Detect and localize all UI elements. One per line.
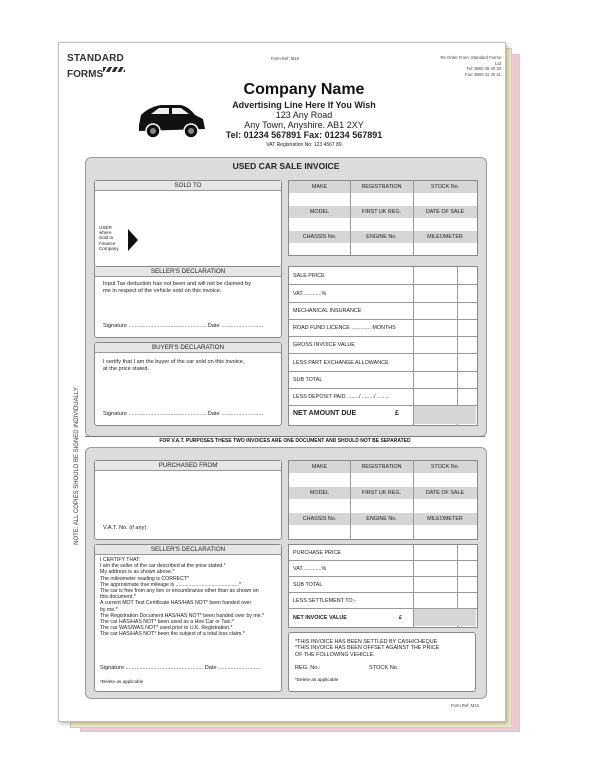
user-arrow-note xyxy=(99,225,119,251)
settlement-box xyxy=(288,632,476,692)
cert-line: by me.* xyxy=(100,606,118,613)
cert-line: The car WAS/WAS NOT* used prior to U.K. Registration.* xyxy=(100,625,233,632)
purchase-delete-note: *Delete as applicable xyxy=(100,679,144,684)
sold-to-label: SOLD TO xyxy=(95,181,281,191)
cert-line: My address is as shown above.* xyxy=(100,569,175,576)
settlement-text xyxy=(295,639,439,658)
p-row-less-settlement: LESS SETTLEMENT TO:- xyxy=(293,598,356,604)
cert-line: The mileometer reading is CORRECT* xyxy=(100,575,190,582)
cert-line: A current MOT Test Certificate HAS/HAS NOT* been handed over xyxy=(100,600,252,607)
form-ref-top: Form Ref: M15 xyxy=(271,56,299,61)
row-deposit: LESS DEPOSIT PAID ......../ ......../ ........ xyxy=(293,394,389,400)
company-name: Company Name xyxy=(243,81,365,98)
reorder-info xyxy=(439,55,501,77)
seller-declaration-title: SELLER'S DECLARATION xyxy=(95,267,281,277)
row-vat: VAT.............% xyxy=(293,291,327,297)
stock-no-label[interactable]: STOCK No.: xyxy=(369,665,400,671)
standard-forms-logo xyxy=(67,53,137,80)
hdr-chassis: CHASSIS No. xyxy=(302,234,337,240)
hdr-first-reg: FIRST UK REG. xyxy=(361,209,402,215)
row-net-amount: NET AMOUNT DUE xyxy=(293,410,357,417)
purchase-price-table xyxy=(288,544,478,628)
row-part-exchange: LESS PART EXCHANGE ALLOWANCE xyxy=(293,360,389,366)
hdr-make: MAKE xyxy=(311,184,328,190)
logo-stripes-icon xyxy=(103,67,125,72)
settlement-delete-note: *Delete as applicable xyxy=(295,677,339,682)
row-gross-value: GROSS INVOICE VALUE xyxy=(293,342,355,348)
p-hdr-chassis: CHASSIS No. xyxy=(302,516,337,522)
invoice-panel xyxy=(85,157,487,437)
buyer-declaration-box xyxy=(94,342,282,426)
p-net-pound: £ xyxy=(399,615,402,621)
invoice-title: USED CAR SALE INVOICE xyxy=(232,161,340,171)
purchase-seller-title: SELLER'S DECLARATION xyxy=(95,545,281,555)
car-icon xyxy=(135,99,207,141)
seller-text-2: me in respect of the vehicle sold on this invoice. xyxy=(103,288,222,294)
p-hdr-registration: REGISTRATION xyxy=(361,464,402,470)
row-sale-price: SALE PRICE xyxy=(293,273,325,279)
net-amount-pound: £ xyxy=(395,410,399,417)
reg-no-label[interactable]: REG. No.: xyxy=(295,665,321,671)
cert-line: The car HAS/HAS NOT* been the subject of a total loss claim.* xyxy=(100,631,245,638)
p-hdr-mileometer: MILEOMETER xyxy=(427,516,463,522)
tel-fax: Tel: 01234 567891 Fax: 01234 567891 xyxy=(225,130,383,140)
user-note-5: Company xyxy=(99,245,119,251)
cert-lines xyxy=(100,557,264,638)
buyer-declaration-title: BUYER'S DECLARATION xyxy=(95,343,281,353)
purchase-vehicle-grid xyxy=(288,460,478,540)
hdr-date-sale: DATE OF SALE xyxy=(425,209,465,215)
hdr-mileometer: MILEOMETER xyxy=(427,234,463,240)
reorder-line1: Re Order From: Standard Forms Ltd xyxy=(440,55,501,66)
seller-declaration-box xyxy=(94,266,282,338)
row-sub-total: SUB TOTAL xyxy=(293,377,323,383)
price-table xyxy=(288,266,478,426)
seller-text-1: Input Tax deduction has not been and will not be claimed by xyxy=(103,281,251,287)
company-header xyxy=(199,81,409,148)
hdr-model: MODEL xyxy=(309,209,330,215)
seller-declaration-text xyxy=(103,281,251,295)
p-row-net-value: NET INVOICE VALUE xyxy=(293,615,347,621)
reorder-line3: Fax: 0800 41 40 41 xyxy=(464,71,501,77)
p-hdr-first-reg: FIRST UK REG. xyxy=(361,490,402,496)
cert-line: this document.* xyxy=(100,594,136,601)
row-road-fund: ROAD FUND LICENCE ............. MONTHS xyxy=(293,325,396,331)
hdr-stock: STOCK No. xyxy=(430,184,460,190)
cert-line: I CERTIFY THAT: xyxy=(100,557,141,563)
buyer-signature-line[interactable]: Signature .................................................. Date ........................... xyxy=(103,411,264,417)
p-hdr-stock: STOCK No. xyxy=(430,464,460,470)
p-hdr-date-sale: DATE OF SALE xyxy=(425,490,465,496)
arrow-icon xyxy=(128,229,138,251)
address-line2: Any Town, Anyshire. AB1 2XY xyxy=(244,120,364,130)
purchased-from-label: PURCHASED FROM xyxy=(95,461,281,471)
p-row-purchase-price: PURCHASE PRICE xyxy=(293,550,341,556)
invoice-page xyxy=(58,42,506,722)
cert-line: The approximate true mileage is ............................................* xyxy=(100,581,241,588)
vat-reg: VAT Registration No: 123 4567 89 xyxy=(266,142,342,148)
purchase-seller-declaration xyxy=(94,544,282,692)
settled-line-3: OF THE FOLLOWING VEHICLE. xyxy=(295,651,375,658)
user-note-3: Sold to xyxy=(99,235,114,241)
purchased-from-box[interactable] xyxy=(94,460,282,540)
hdr-engine: ENGINE No. xyxy=(366,234,397,240)
purchase-panel xyxy=(85,447,487,699)
vat-no-label: V.A.T. No. (if any): xyxy=(103,525,148,531)
p-hdr-model: MODEL xyxy=(309,490,330,496)
user-note-1: USER xyxy=(99,225,112,230)
reorder-line2: Tel: 0800 39 40 33 xyxy=(466,66,501,71)
cert-line: The Registration Document HAS/HAS NOT* been handed over by me.* xyxy=(100,612,265,619)
purchase-signature-line[interactable]: Signature .................................................. Date ........................... xyxy=(100,665,261,671)
side-note: NOTE: ALL COPIES SHOULD BE SIGNED INDIVIDUALLY xyxy=(74,387,80,545)
cert-line: The car HAS/HAS NOT* been used as a Hire Car or Taxi.* xyxy=(100,619,234,626)
cert-line: I am the seller of the car described at the price stated.* xyxy=(100,563,226,570)
sold-to-box[interactable] xyxy=(94,180,282,268)
logo-line1: STANDARD xyxy=(67,53,124,64)
advert-line: Advertising Line Here If You Wish xyxy=(232,100,376,110)
vehicle-grid xyxy=(288,180,478,256)
form-ref-bottom: Form Ref: M15 xyxy=(451,703,479,708)
row-mech-insurance: MECHANICAL INSURANCE xyxy=(293,308,362,314)
p-hdr-engine: ENGINE No. xyxy=(366,516,397,522)
user-note-4: Finance xyxy=(99,240,116,246)
buyer-text-2: at the price stated. xyxy=(103,366,150,372)
settled-line-1: *THIS INVOICE HAS BEEN SETTLED BY CASH/CHEQUE xyxy=(295,639,438,645)
settled-line-2: *THIS INVOICE HAS BEEN OFFSET AGAINST THE PRICE xyxy=(295,645,440,652)
address-line1: 123 Any Road xyxy=(275,110,333,120)
p-hdr-make: MAKE xyxy=(311,464,328,470)
buyer-text-1: I certify that I am the buyer of the car sold on this invoice, xyxy=(103,359,245,365)
vat-separator: FOR V.A.T. PURPOSES THESE TWO INVOICES ARE ONE DOCUMENT AND SHOULD NOT BE SEPARATED xyxy=(85,436,485,444)
buyer-declaration-text xyxy=(103,359,244,373)
logo-line2: FORMS xyxy=(67,69,104,80)
cert-line: The car is free from any lien or encumbrance other than as shown on xyxy=(100,588,259,595)
p-row-vat: VAT.............% xyxy=(293,566,327,572)
hdr-registration: REGISTRATION xyxy=(361,184,402,190)
p-row-sub-total: SUB TOTAL xyxy=(293,582,323,588)
seller-signature-line[interactable]: Signature .................................................. Date ........................... xyxy=(103,323,264,329)
user-note-2: where xyxy=(99,230,112,236)
